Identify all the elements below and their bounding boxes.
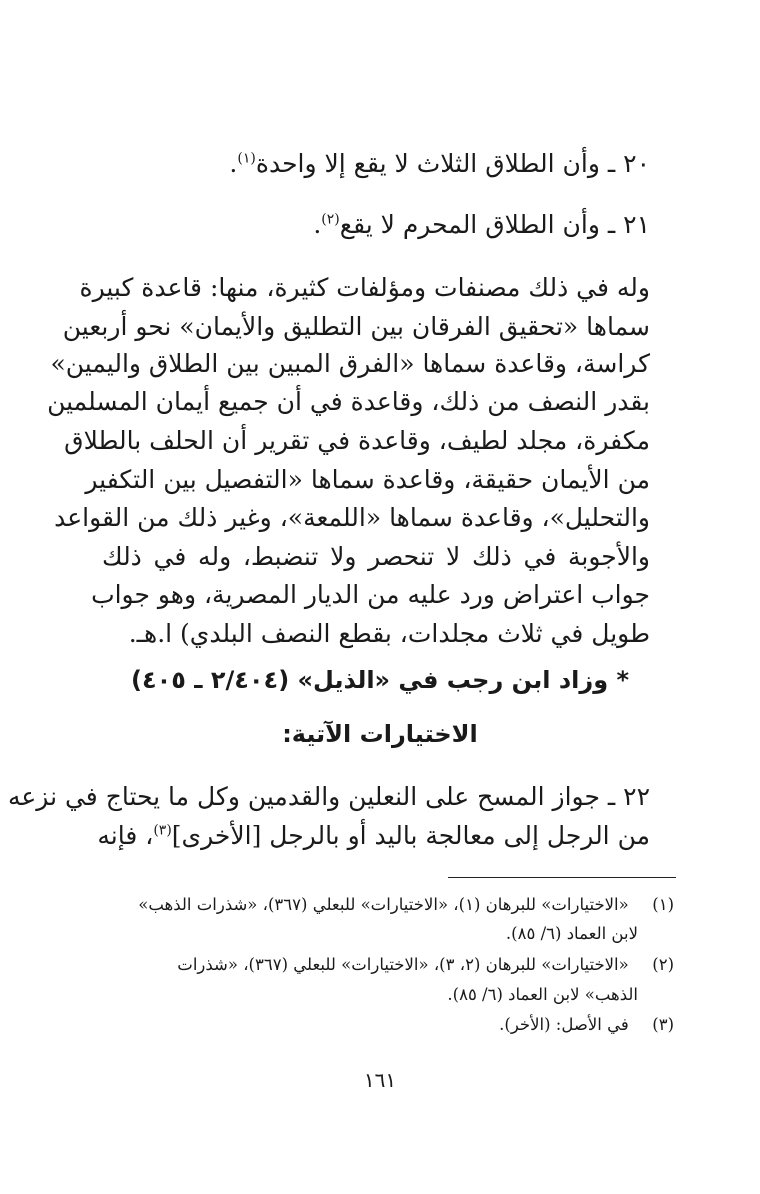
item-20 [229,144,650,184]
item-21-end: . [313,210,322,239]
item-21-text: ٢١ ـ وأن الطلاق المحرم لا يقع [339,210,650,239]
paragraph-line: مكفرة، مجلد لطيف، وقاعدة في تقرير أن الحلف بالطلاق [64,426,650,455]
footnote-1-continued: لابن العماد (٦/ ٨٥). [505,924,638,943]
item-20-end: . [229,149,238,178]
paragraph-line: والأجوبة في ذلك لا تنحصر ولا تنضبط، وله في ذلك [102,542,650,571]
page-number: ١٦١ [363,1068,397,1092]
subheading: الاختيارات الآتية: [282,720,478,748]
item-22-text-end: ، فإنه [97,821,154,850]
footnote-ref-1[interactable]: (١) [237,150,256,167]
footnote-divider [448,877,676,878]
item-22-line-2 [97,816,650,856]
footnote-ref-3[interactable]: (٣) [153,822,172,839]
item-21 [313,205,650,245]
section-heading: * وزاد ابن رجب في «الذيل» (٢/٤٠٤ ـ ٤٠٥) [130,666,630,694]
footnote-3 [499,1011,674,1039]
item-22-line-1: ٢٢ ـ جواز المسح على النعلين والقدمين وكل ما يحتاج في نزعه [7,782,650,811]
footnote-number: (١) [652,895,674,914]
footnote-number: (٢) [652,955,674,974]
paragraph-line: جواب اعتراض ورد عليه من الديار المصرية، وهو جواب [91,580,650,609]
footnote-2 [76,951,674,979]
item-22-text: من الرجل إلى معالجة باليد أو بالرجل [الأخرى] [171,821,650,850]
paragraph-line: بقدر النصف من ذلك، وقاعدة في أن جميع أيمان المسلمين [47,387,650,416]
paragraph-line: سماها «تحقيق الفرقان بين التطليق والأيمان» نحو أربعين [62,312,650,341]
footnote-text: «الاختيارات» للبرهان (١)، «الاختيارات» للبعلي (٣٦٧)، «شذرات الذهب» [138,895,629,914]
footnote-text: «الاختيارات» للبرهان (٢، ٣)، «الاختيارات» للبعلي (٣٦٧)، «شذرات [177,955,629,974]
paragraph-line: كراسة، وقاعدة سماها «الفرق المبين بين الطلاق واليمين» [50,349,650,378]
footnote-number: (٣) [652,1015,674,1034]
footnote-text: في الأصل: (الأخر). [499,1015,629,1034]
paragraph-line: طويل في ثلاث مجلدات، بقطع النصف البلدي) ا.هـ. [128,619,650,648]
item-20-text: ٢٠ ـ وأن الطلاق الثلاث لا يقع إلا واحدة [255,149,650,178]
paragraph-line: والتحليل»، وقاعدة سماها «اللمعة»، وغير ذلك من القواعد [54,503,650,532]
paragraph-line: من الأيمان حقيقة، وقاعدة سماها «التفصيل بين التكفير [85,465,650,494]
footnote-ref-2[interactable]: (٢) [321,211,340,228]
paragraph-line: وله في ذلك مصنفات ومؤلفات كثيرة، منها: قاعدة كبيرة [79,273,650,302]
footnote-2-continued: الذهب» لابن العماد (٦/ ٨٥). [447,985,638,1004]
footnote-1 [76,891,674,919]
